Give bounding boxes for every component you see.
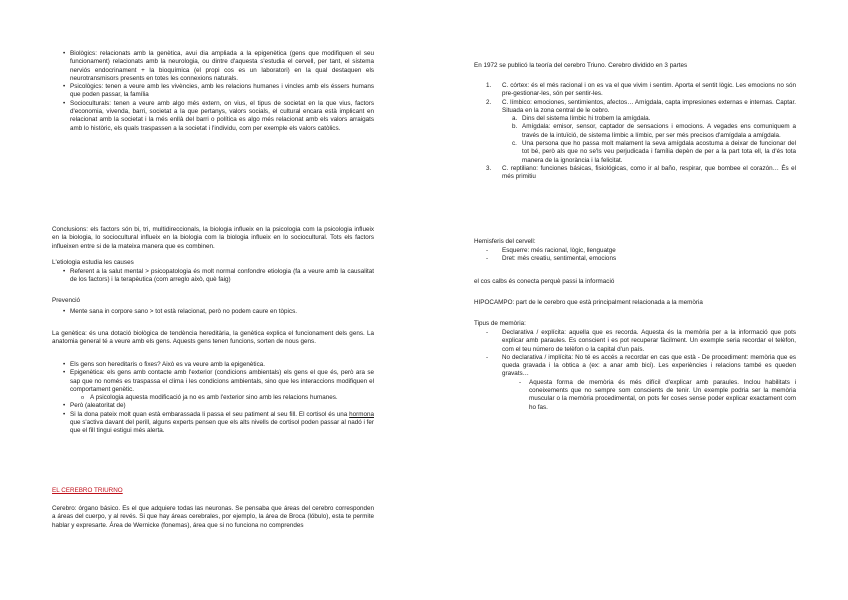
- list-item: [474, 165, 796, 182]
- genetica-list: [52, 361, 374, 436]
- hipocampo-line: HIPOCAMPO: part de le cerebro que està principalment relacionada a la memòria: [474, 299, 703, 306]
- list-text: C. córtex: és el més racional i on es va el que vivim i sentim. Aporta el sentit lògic. Les emocions no són pre-gestionar-les, són per sentir-les.: [502, 82, 796, 98]
- triuno-list: [474, 82, 796, 182]
- list-number: 3.: [486, 164, 492, 172]
- cerebro-heading: EL CEREBRO TRIURNO: [52, 487, 123, 494]
- prevencio-title: Prevenció: [52, 297, 81, 304]
- list-item: • Biològics: relacionats amb la genètica, avui dia ampliada a la epigenètica (gens que modifiquen el seu funcionament) relacionats amb la neurologia, ou dintre d'aquesta s'estudia el cervell, per tant, el sistema nerviós endocrinament + la bioquímica (el propi cos es un laboratori) en la qual destaquen els neurotransmisors presents en totes les connexions naturals.: [52, 50, 374, 83]
- prevencio-list: [52, 308, 374, 316]
- list-text: Una persona que ho passa molt malament la seva amígdala acostuma a deixar de funcionar del tot bé, però als que no se'ls veu perjudicada i família depèn de per a la part tota ell, la d'és tota manera de la ignorància i la felicitat.: [522, 140, 796, 164]
- text-run: que s'activa davant del perill, alguns experts pensen que els alts nivells de cortisol poden passar al nadó i fer que el fill tingui estigui més alerta.: [70, 419, 374, 435]
- list-item: [52, 411, 374, 436]
- sub-list-item: [474, 140, 796, 165]
- list-item: • Socioculturals: tenen a veure amb algo més extern, on vius, el tipus de societat en la que vius, factors d'economia, vivenda, barri, societat a la que pertanys, valors socials, el cultural encara està implicant en relacionat amb la societat i la més enllà del barri o política es algo més relacionat amb els valors arraigats amb lo històric, els quals traspassen a la societat i l'individu, com per exemple els valors catòlics.: [52, 100, 374, 133]
- list-item: - Esquerre: més racional, lògic, llenguatge: [474, 247, 796, 255]
- list-text: Dins del sistema límbic hi trobem la amígdala.: [522, 115, 651, 123]
- etiologia-title: L'etiologia estudia les causes: [52, 259, 134, 266]
- sub-list-item: - Aquesta forma de memòria és més difícil d'explicar amb paraules. Inclou habilitats i coneixements que no sempre som conscients de tenir. Un exemple podria ser la memòria muscular o la memòria procedimental, on pots fer coses sense poder explicar exactament com ho fas.: [474, 379, 796, 412]
- genetica-paragraph: La genètica: és una dotació biològica de tendència hereditària, la genètica explica el funcionament dels gens. La anatomia general té a veure amb els gens. Aquests gens tenen funcions, sorten de nous gens.: [52, 330, 374, 346]
- sub-list-item: [474, 123, 796, 140]
- hemisferis-title: Hemisferis del cervell:: [474, 238, 536, 245]
- etiologia-list: [52, 268, 374, 285]
- tipus-memoria-list: [474, 329, 796, 412]
- list-letter: b.: [512, 123, 518, 131]
- factors-list: [52, 50, 374, 133]
- sub-list-item: [474, 115, 796, 123]
- list-letter: a.: [512, 115, 518, 123]
- list-item: • Referent a la salut mental > psicopatologia és molt normal confondre etiologia (fa a veure amb la causalitat de los factors) i la terapèutica (com arreglo això, què faig): [52, 268, 374, 285]
- list-text: C. límbico: emociones, sentimientos, afectos… Amígdala, capta impresiones externas e internas. Captar. Situada en la zona central de le cebro.: [502, 98, 796, 114]
- conclusion-paragraph: Conclusions: els factors són bi, tri, multidireccionals, la biologia influeix en la psicologia com la psicologia influeix en la biologia, lo sociocultural influeix en la biologia com la biologia influeix en lo sociocultural. Tots els factors influeixen entre si de la mateixa manera que es combinen.: [52, 226, 374, 250]
- list-number: 1.: [486, 82, 492, 89]
- list-item: • Psicològics: tenen a veure amb les vivències, amb les relacions humanes i vincles amb els éssers humans que poden passar, la família: [52, 83, 374, 100]
- list-item: - No declarativa / implícita: No té es accés a recordar en cas que està - De procediment: memòria que es queda gravada i la obtica a (ex: a anar amb bici). Les experiències i relacions també es queden gravats…: [474, 354, 796, 379]
- list-text: Amígdala: emisor, sensor, captador de sensacions i emocions. A vegades ens comuniquem a través de la intuïció, de sistema límbic a límbic, per ser més precisos d'amígdala a amígdala.: [522, 123, 796, 139]
- list-item: [474, 82, 796, 99]
- list-number: 2.: [486, 98, 492, 106]
- cerebro-paragraph: Cerebro: órgano básico. Es el que adquiere todas las neuronas. Se pensaba que áreas del cerebro corresponden a áreas del cuerpo, y al revés. Si que hay áreas cerebrales, por ejemplo, la área de Broca (lóbulo), esta te permite hablar y expresarte. Área de Wernicke (fonemas), área que si no funciona no comprendes: [52, 505, 374, 529]
- hemisferis-list: [474, 247, 796, 264]
- list-item: • Mente sana in corpore sano > tot està relacionat, però no podem caure en tòpics.: [52, 308, 374, 316]
- list-item: - Dret: més creatiu, sentimental, emocions: [474, 255, 796, 263]
- calbos-line: el cos calbs és conecta perquè passi la informació: [474, 278, 615, 285]
- list-item: • Epigenètica: els gens amb contacte amb l'exterior (condicions ambientals) els gens el que és, però ara se sap que no només es traspassa el clima i les condicions ambientals, sino que les interaccions modifiquen el comportament genètic.: [52, 369, 374, 394]
- list-letter: c.: [512, 140, 517, 148]
- list-item: • Però (aleatoritat de): [52, 402, 374, 410]
- sub-list-item: o A psicologia aquesta modificació ja no es amb l'exterior sino amb les relacions humanes.: [52, 394, 374, 402]
- triuno-intro: En 1972 se publicó la teoría del cerebro Triuno. Cerebro dividido en 3 partes: [474, 62, 688, 69]
- list-item: • Els gens son hereditaris o fixes? Això es va veure amb la epigenètica.: [52, 361, 374, 369]
- text-run: Si la dona pateix molt quan està embarassada li passa el seu patiment al seu fill. El cortisol és una: [70, 410, 350, 418]
- tipus-memoria-title: Tipus de memòria:: [474, 320, 526, 327]
- list-text: C. reptiliano: funciones básicas, fisiológicas, como ir al baño, respirar, que bombee el corazón… És el més primitiu: [502, 164, 796, 181]
- list-item: [474, 99, 796, 116]
- underlined-term: hormona: [349, 410, 374, 418]
- list-item: - Declarativa / explícita: aquella que es recorda. Aquesta és la memòria per a la informació que pots explicar amb paraules. Es conscient i es pot recuperar fàcilment. Un exemple seria recordar el telèfon, com el teu número de telèfon o la capital d'un país.: [474, 329, 796, 354]
